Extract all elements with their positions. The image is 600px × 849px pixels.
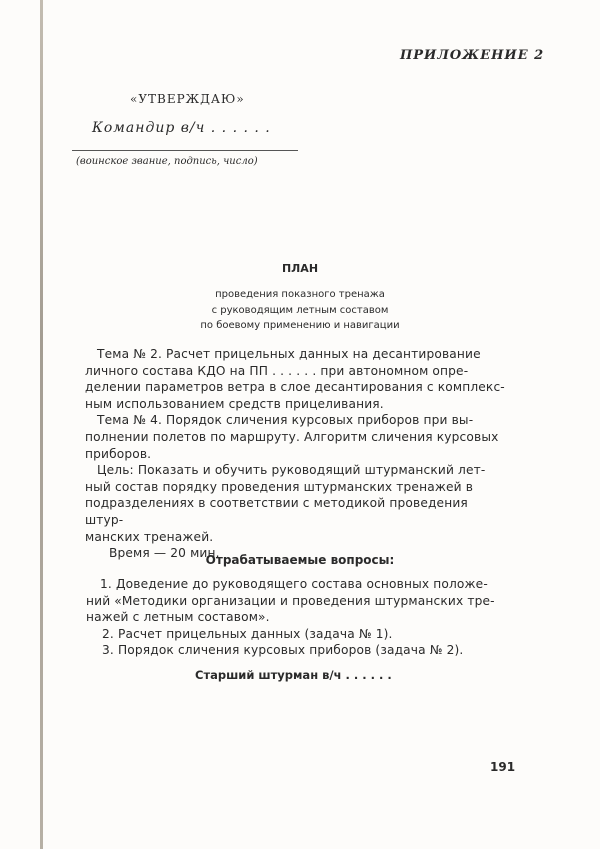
goal-line <box>97 462 509 479</box>
signature-caption: (воинское звание, подпись, число) <box>76 156 258 167</box>
question-1-line: ний «Методики организации и проведения штурманских тре- <box>86 593 495 608</box>
plan-body <box>85 346 509 562</box>
questions-title: Отрабатываемые вопросы: <box>205 553 395 567</box>
topic-2-line: делении параметров ветра в слое десантирования с комплекс- <box>85 380 505 395</box>
goal-line: манских тренажей. <box>85 529 214 544</box>
approval-heading: «УТВЕРЖДАЮ» <box>130 92 245 106</box>
appendix-label: ПРИЛОЖЕНИЕ 2 <box>400 48 545 63</box>
topic-4-line: полнении полетов по маршруту. Алгоритм сличения курсовых <box>85 429 499 444</box>
topic-2-line: Тема № 2. Расчет прицельных данных на десантирование <box>97 347 481 361</box>
signature-line <box>72 150 298 151</box>
plan-subtitle <box>0 287 600 334</box>
question-3: 3. Порядок сличения курсовых приборов (задача № 2). <box>102 643 464 658</box>
topic-2-line: личного состава КДО на ПП . . . . . . при автономном опре- <box>85 363 469 378</box>
subtitle-line: с руководящим летным составом <box>211 304 389 316</box>
commander-line: Командир в/ч . . . . . . <box>92 120 271 136</box>
duration: Время — 20 мин. <box>109 546 220 561</box>
page-number: 191 <box>490 760 516 774</box>
question-1-line: нажей с летным составом». <box>86 610 270 625</box>
goal-label: Цель: <box>97 463 134 478</box>
page-binding-edge <box>40 0 43 849</box>
topic-4-line: приборов. <box>85 446 152 461</box>
question-2: 2. Расчет прицельных данных (задача № 1). <box>102 626 393 641</box>
goal-text: Показать и обучить руководящий штурманский лет- <box>133 463 486 478</box>
subtitle-line: по боевому применению и навигации <box>200 320 400 331</box>
goal-line: ный состав порядку проведения штурманских тренажей в <box>85 479 474 494</box>
goal-line: подразделениях в соответствии с методикой проведения штур- <box>85 496 468 527</box>
topic-4-line: Тема № 4. Порядок сличения курсовых приборов при вы- <box>97 413 474 428</box>
topic-2-line: ным использованием средств прицеливания. <box>85 396 384 411</box>
questions-list <box>86 576 512 659</box>
senior-navigator-signature: Старший штурман в/ч . . . . . . <box>195 668 392 682</box>
plan-title: ПЛАН <box>281 262 319 275</box>
question-1-line: 1. Доведение до руководящего состава основных положе- <box>100 577 488 591</box>
subtitle-line: проведения показного тренажа <box>215 289 385 300</box>
